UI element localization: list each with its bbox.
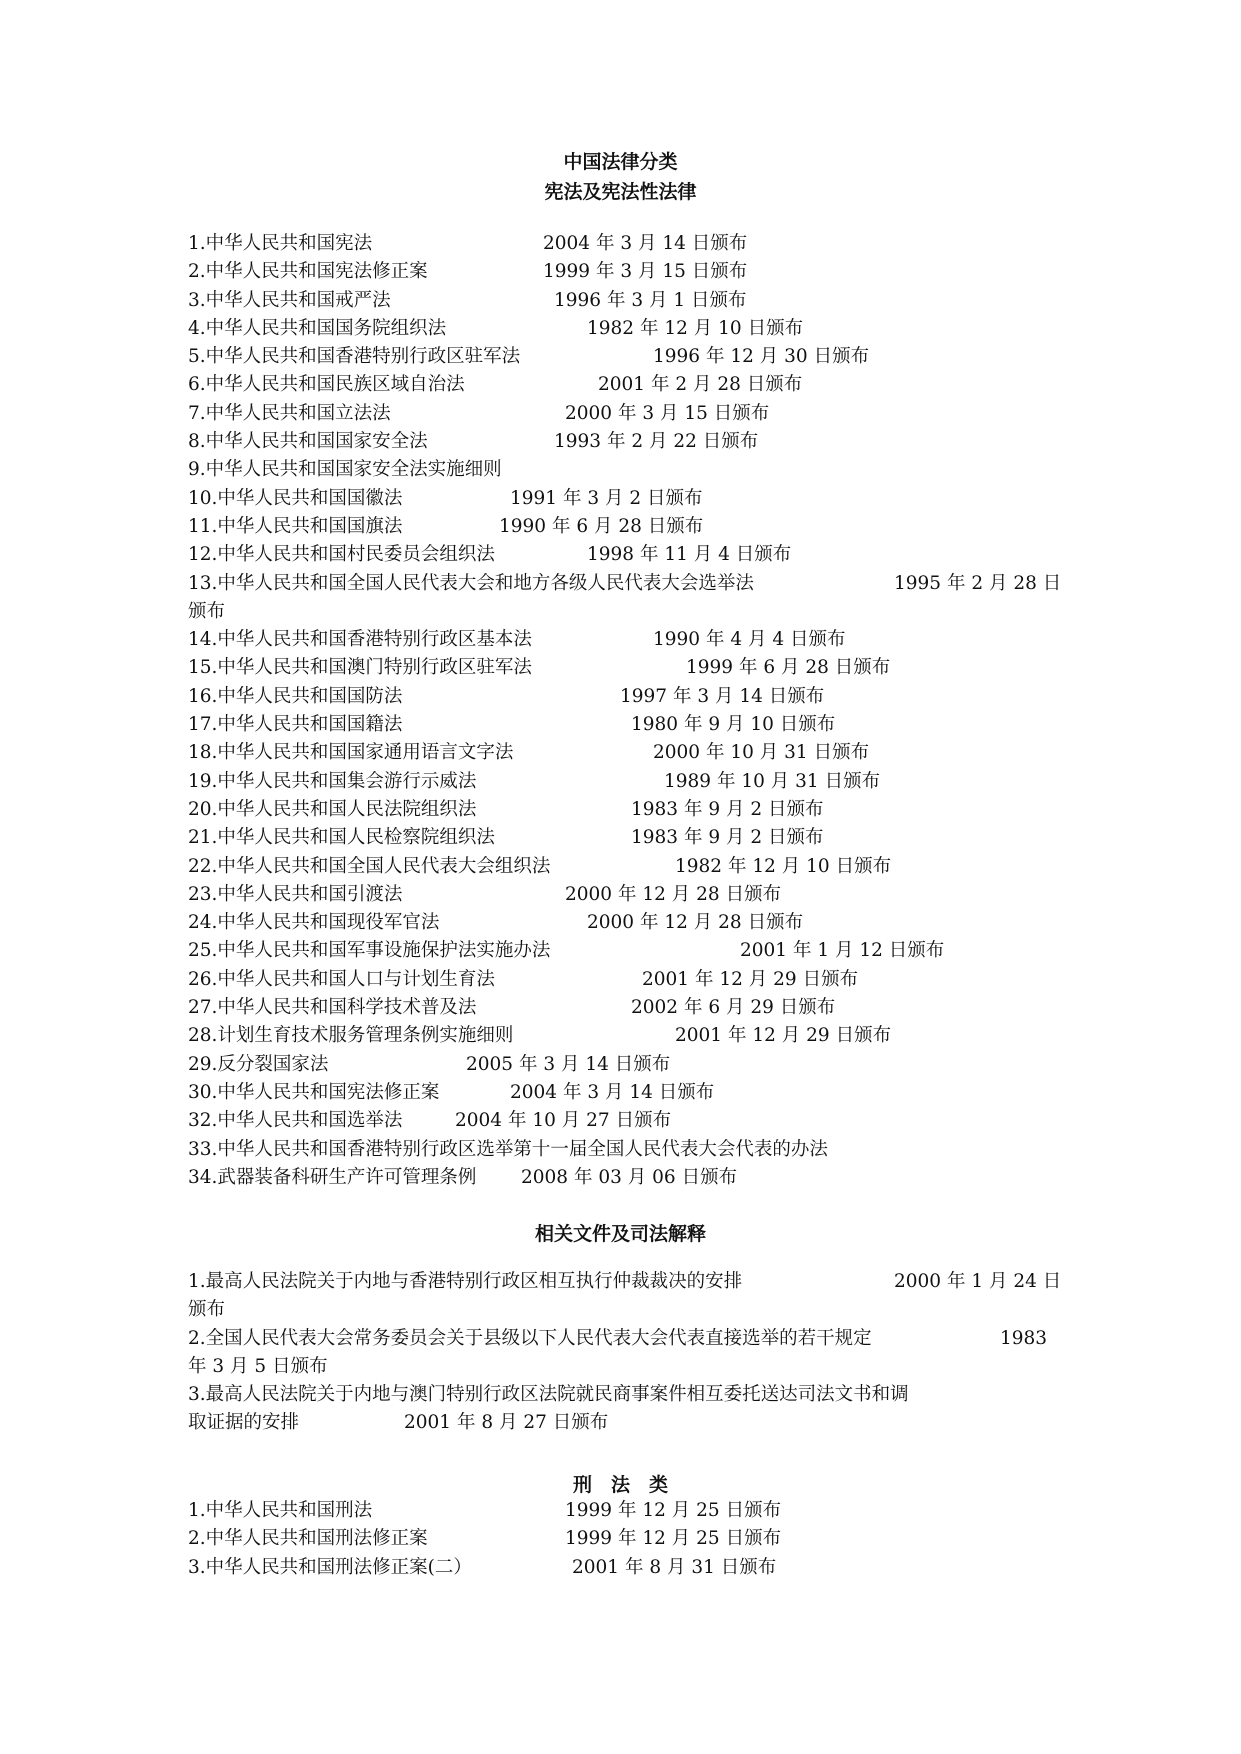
section-heading-constitution: 宪法及宪法性法律 bbox=[544, 181, 697, 203]
list-item: 5.中华人民共和国香港特别行政区驻军法 1996 年 12 月 30 日颁布 bbox=[188, 346, 870, 368]
list-item: 20.中华人民共和国人民法院组织法 1983 年 9 月 2 日颁布 bbox=[188, 798, 824, 820]
list-item: 2.中华人民共和国宪法修正案 1999 年 3 月 15 日颁布 bbox=[188, 261, 748, 283]
list-item: 26.中华人民共和国人口与计划生育法 2001 年 12 月 29 日颁布 bbox=[188, 968, 859, 990]
list-item: 15.中华人民共和国澳门特别行政区驻军法 1999 年 6 月 28 日颁布 bbox=[188, 657, 891, 679]
list-item: 10.中华人民共和国国徽法 1991 年 3 月 2 日颁布 bbox=[188, 487, 703, 509]
judicial-interpretation-list bbox=[188, 1268, 1068, 1438]
list-item: 19.中华人民共和国集会游行示威法 1989 年 10 月 31 日颁布 bbox=[188, 770, 881, 792]
list-item: 33.中华人民共和国香港特别行政区选举第十一届全国人民代表大会代表的办法 bbox=[188, 1138, 828, 1160]
list-item: 1.中华人民共和国宪法 2004 年 3 月 14 日颁布 bbox=[188, 233, 748, 254]
section-heading-criminal-law: 刑 法 类 bbox=[572, 1474, 668, 1496]
list-item: 34.武器装备科研生产许可管理条例 2008 年 03 月 06 日颁布 bbox=[188, 1166, 738, 1188]
list-item: 9.中华人民共和国国家安全法实施细则 bbox=[188, 459, 502, 481]
list-item: 3.中华人民共和国戒严法 1996 年 3 月 1 日颁布 bbox=[188, 289, 747, 311]
list-item: 7.中华人民共和国立法法 2000 年 3 月 15 日颁布 bbox=[188, 402, 770, 424]
list-item: 1.中华人民共和国刑法 1999 年 12 月 25 日颁布 bbox=[188, 1500, 782, 1521]
section-heading-judicial-interpretations: 相关文件及司法解释 bbox=[534, 1223, 706, 1245]
list-item: 4.中华人民共和国国务院组织法 1982 年 12 月 10 日颁布 bbox=[188, 317, 804, 339]
list-item: 25.中华人民共和国军事设施保护法实施办法 2001 年 1 月 12 日颁布 bbox=[188, 940, 945, 962]
list-item: 8.中华人民共和国国家安全法 1993 年 2 月 22 日颁布 bbox=[188, 431, 759, 453]
list-item: 1.最高人民法院关于内地与香港特别行政区相互执行仲裁裁决的安排 2000 年 1 月 24 日 bbox=[188, 1271, 1062, 1292]
list-item: 3.中华人民共和国刑法修正案(二） 2001 年 8 月 31 日颁布 bbox=[188, 1556, 777, 1578]
document-title: 中国法律分类 bbox=[563, 151, 678, 173]
list-item: 18.中华人民共和国国家通用语言文字法 2000 年 10 月 31 日颁布 bbox=[188, 742, 870, 764]
list-item: 16.中华人民共和国国防法 1997 年 3 月 14 日颁布 bbox=[188, 685, 825, 707]
list-item: 24.中华人民共和国现役军官法 2000 年 12 月 28 日颁布 bbox=[188, 912, 804, 934]
list-item: 12.中华人民共和国村民委员会组织法 1998 年 11 月 4 日颁布 bbox=[188, 544, 792, 566]
list-item: 2.全国人民代表大会常务委员会关于县级以下人民代表大会代表直接选举的若干规定 1983 bbox=[188, 1327, 1048, 1349]
constitution-law-list bbox=[188, 230, 1068, 1192]
list-item-continuation: 颁布 bbox=[188, 600, 226, 622]
list-item: 23.中华人民共和国引渡法 2000 年 12 月 28 日颁布 bbox=[188, 883, 782, 905]
criminal-law-list bbox=[188, 1497, 1068, 1582]
list-item-continuation: 颁布 bbox=[188, 1299, 226, 1321]
list-item: 2.中华人民共和国刑法修正案 1999 年 12 月 25 日颁布 bbox=[188, 1528, 782, 1550]
list-item-continuation: 年 3 月 5 日颁布 bbox=[188, 1355, 328, 1377]
list-item-continuation: 取证据的安排 2001 年 8 月 27 日颁布 bbox=[188, 1412, 609, 1434]
list-item: 11.中华人民共和国国旗法 1990 年 6 月 28 日颁布 bbox=[188, 515, 704, 537]
list-item: 6.中华人民共和国民族区域自治法 2001 年 2 月 28 日颁布 bbox=[188, 374, 803, 396]
list-item: 21.中华人民共和国人民检察院组织法 1983 年 9 月 2 日颁布 bbox=[188, 827, 824, 849]
list-item: 3.最高人民法院关于内地与澳门特别行政区法院就民商事案件相互委托送达司法文书和调 bbox=[188, 1384, 909, 1406]
list-item: 27.中华人民共和国科学技术普及法 2002 年 6 月 29 日颁布 bbox=[188, 997, 836, 1019]
list-item: 17.中华人民共和国国籍法 1980 年 9 月 10 日颁布 bbox=[188, 714, 836, 736]
list-item: 30.中华人民共和国宪法修正案 2004 年 3 月 14 日颁布 bbox=[188, 1081, 715, 1103]
list-item: 28.计划生育技术服务管理条例实施细则 2001 年 12 月 29 日颁布 bbox=[188, 1025, 892, 1047]
list-item: 14.中华人民共和国香港特别行政区基本法 1990 年 4 月 4 日颁布 bbox=[188, 629, 846, 651]
list-item: 32.中华人民共和国选举法 2004 年 10 月 27 日颁布 bbox=[188, 1110, 672, 1132]
list-item: 22.中华人民共和国全国人民代表大会组织法 1982 年 12 月 10 日颁布 bbox=[188, 855, 892, 877]
list-item: 13.中华人民共和国全国人民代表大会和地方各级人民代表大会选举法 1995 年 2 月 28 日 bbox=[188, 572, 1062, 594]
list-item: 29.反分裂国家法 2005 年 3 月 14 日颁布 bbox=[188, 1053, 671, 1075]
